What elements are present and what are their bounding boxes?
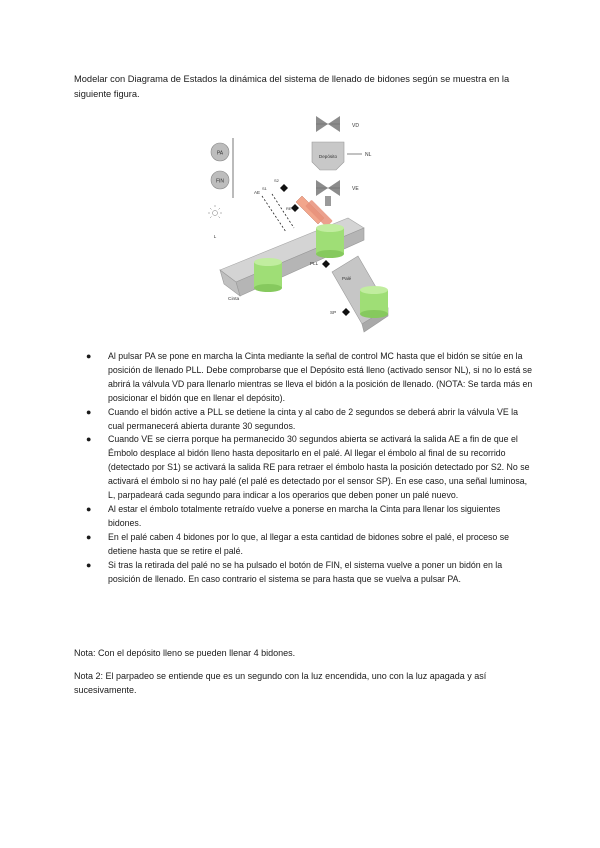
s2-sensor — [280, 184, 288, 192]
valve-vd — [316, 116, 340, 132]
bottle-on-belt — [254, 258, 282, 292]
list-item-text: Cuando VE se cierra porque ha permanecido 30 segundos abierta se activará la salida AE a fin de que el Émbolo desplace al bidón lleno hasta depositarlo en el palé. Al llegar el émbolo al final de su recorrido (detectado por S1) se activará la salida RE para retraer el émbolo hasta la posición detectado por S2. No se activará el émbolo si no hay palé (el palé es detectado por el sensor SP). En ese caso, una señal luminosa, L, parpadeará cada segundo para indicar a los operarios que deben poner un palé nuevo. — [108, 434, 530, 501]
bullet-icon: ● — [86, 351, 92, 361]
bottle-on-pale — [360, 286, 388, 318]
list-item — [84, 406, 534, 434]
bottle-under-valve — [316, 224, 344, 258]
nl-label: NL — [365, 152, 372, 158]
bullet-icon: ● — [86, 559, 92, 570]
intro-paragraph: Modelar con Diagrama de Estados la dinámica del sistema de llenado de bidones según se muestra en la siguiente figura. — [74, 74, 510, 99]
list-item-text: Al estar el émbolo totalmente retraído vuelve a ponerse en marcha la Cinta para llenar los siguientes bidones. — [108, 503, 501, 528]
pll-label: PLL — [310, 261, 319, 266]
ae-arrow — [262, 196, 286, 232]
re-arrow — [272, 194, 294, 228]
sp-sensor — [342, 308, 350, 316]
valve-ve — [316, 180, 340, 196]
list-item — [84, 433, 534, 503]
ve-label: VE — [352, 186, 359, 192]
requirements-list — [84, 350, 534, 586]
bullet-icon: ● — [86, 503, 92, 514]
list-item — [84, 350, 534, 406]
list-item-text: Si tras la retirada del palé no se ha pulsado el botón de FIN, el sistema vuelve a poner un bidón en la posición de llenado. En caso contrario el sistema se para hasta que se vuelva a pulsar PA. — [108, 559, 503, 584]
deposito-label: Depósito — [318, 154, 338, 159]
pa-label: PA — [216, 150, 224, 157]
bullet-icon: ● — [86, 434, 92, 445]
warning-light-l — [208, 205, 222, 218]
vd-label: VD — [352, 123, 359, 129]
fin-label: FIN — [215, 178, 225, 185]
cinta-label: Cinta — [228, 297, 240, 302]
s1-sensor — [291, 204, 299, 212]
s2-label: S2 — [274, 178, 279, 183]
pll-sensor — [322, 260, 330, 268]
sp-label: SP — [330, 310, 337, 315]
bullet-icon: ● — [86, 531, 92, 542]
re-label: RE — [286, 206, 292, 211]
bullet-icon: ● — [86, 406, 92, 417]
list-item-text: Al pulsar PA se pone en marcha la Cinta mediante la señal de control MC hasta que el bidón se sitúe en la posición de llenado PLL. Debe comprobarse que el Depósito está lleno (activado sensor NL), si no lo está se abrirá la válvula VD para llenarlo mientras se lleva el bidón a la posición de llenado. (NOTA: Se tarda más en posicionar el bidón que en llenar el depósito). — [108, 351, 533, 403]
nozzle — [325, 196, 331, 206]
list-item-text: En el palé caben 4 bidones por lo que, al llegar a esta cantidad de bidones sobre el palé, el proceso se detiene hasta que se retire el palé. — [108, 531, 510, 556]
light-label: L — [213, 234, 217, 239]
list-item — [84, 559, 534, 587]
note-2: Nota 2: El parpadeo se entiende que es un segundo con la luz encendida, uno con la luz apagada y así sucesivamente. — [74, 671, 487, 695]
ae-label: AE — [254, 190, 261, 195]
list-item-text: Cuando el bidón active a PLL se detiene la cinta y al cabo de 2 segundos se deberá abrir la válvula VE la cual permanecerá abierta durante 30 segundos. — [108, 406, 518, 431]
pale-label: Palé — [342, 276, 352, 281]
list-item — [84, 503, 534, 531]
figure-svg — [200, 110, 390, 340]
filling-system-figure — [200, 110, 390, 340]
list-item — [84, 531, 534, 559]
note-1: Nota: Con el depósito lleno se pueden llenar 4 bidones. — [74, 648, 296, 658]
s1-label: S1 — [262, 186, 267, 191]
